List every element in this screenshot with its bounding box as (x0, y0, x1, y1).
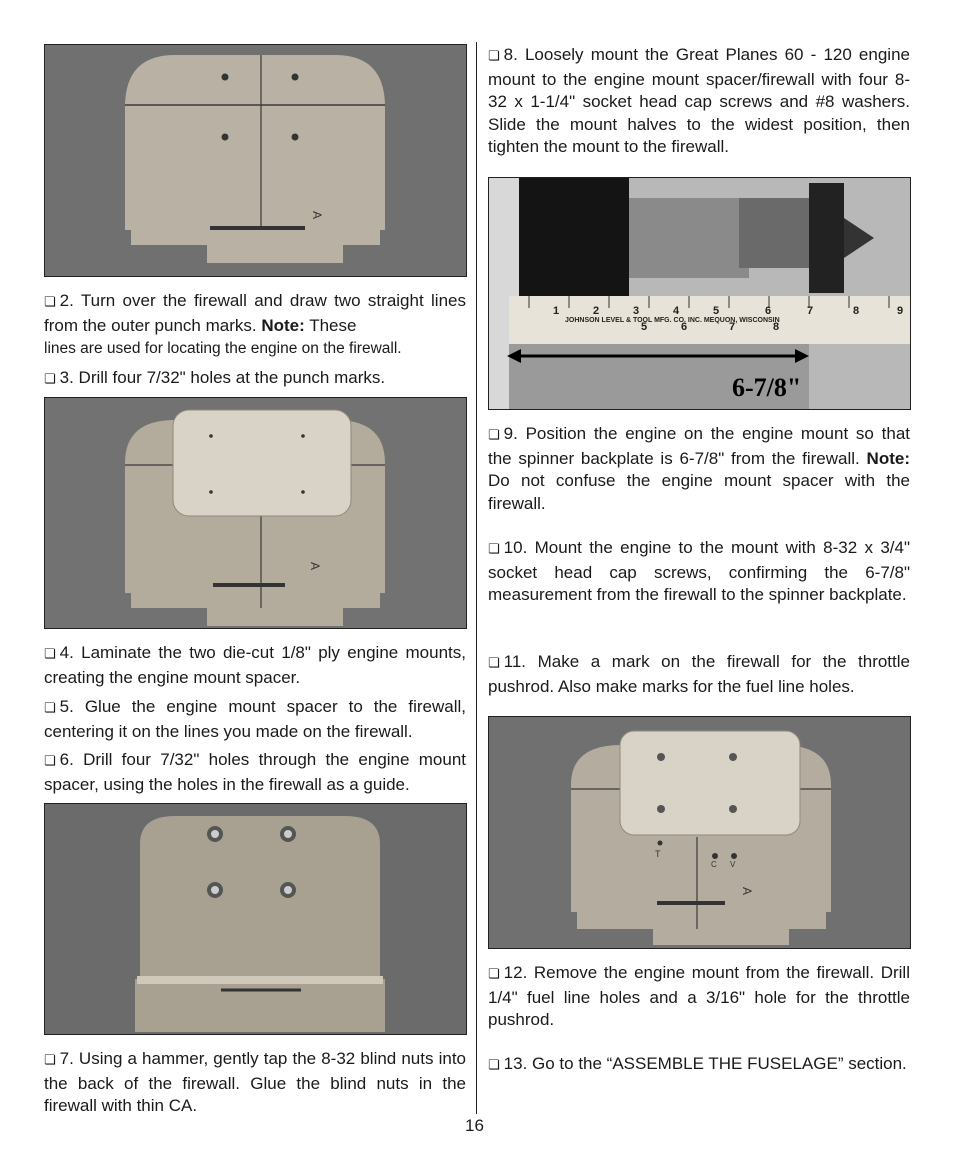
measurement-label: 6-7/8" (732, 373, 802, 402)
step-12: ❏ 12. Remove the engine mount from the firewall. Drill 1/4" fuel line holes and a 3/16" hole for the throttle pushrod. (488, 963, 910, 1029)
photo-letter: A (308, 562, 322, 571)
step-8: ❏ 8. Loosely mount the Great Planes 60 - 120 engine mount to the engine mount spacer/firewall with four 8-32 x 1-1/4" socket head cap screws and #8 washers. Slide the mount halves to the widest position, then tighten the mount to the firewall. (488, 45, 910, 156)
step-11: ❏ 11. Make a mark on the firewall for the throttle pushrod. Also make marks for the fuel line holes. (488, 652, 910, 696)
photo-letter: A (740, 887, 754, 896)
step-4: ❏ 4. Laminate the two die-cut 1/8" ply engine mounts, creating the engine mount spacer. (44, 643, 466, 687)
photo-letter: A (310, 211, 324, 220)
svg-text:5 6 7 8: 5 6 7 8 (641, 321, 780, 333)
column-divider (476, 42, 477, 1114)
svg-text:T: T (655, 849, 661, 859)
photo-fuel-line-marks (488, 716, 911, 949)
svg-text:1 2 3 4: 1 2 3 4 5 6 7 8 9 (553, 305, 904, 317)
step-6: ❏ 6. Drill four 7/32" holes through the engine mount spacer, using the holes in the firewall as a guide. (44, 750, 466, 794)
step-13: ❏ 13. Go to the “ASSEMBLE THE FUSELAGE” section. (488, 1054, 907, 1073)
svg-text:V: V (730, 860, 736, 869)
step-2: ❏ 2. Turn over the firewall and draw two straight lines from the outer punch marks. Note: These lines are used for locating the engine on the firewall. (44, 291, 466, 357)
photo-spacer-on-firewall (44, 397, 467, 629)
step-10: ❏ 10. Mount the engine to the mount with 8-32 x 3/4" socket head cap screws, confirming the 6-7/8" measurement from the firewall to the spinner backplate. (488, 538, 910, 604)
photo-blind-nuts (44, 803, 467, 1035)
page-number: 16 (465, 1116, 484, 1135)
svg-text:C: C (711, 860, 717, 869)
step-7: ❏ 7. Using a hammer, gently tap the 8-32 blind nuts into the back of the firewall. Glue the blind nuts in the firewall with thin CA. (44, 1049, 466, 1115)
step-5: ❏ 5. Glue the engine mount spacer to the firewall, centering it on the lines you made on the firewall. (44, 697, 466, 741)
photo-engine-measurement (488, 177, 911, 410)
photo-firewall-lines (44, 44, 467, 277)
svg-text:JOHNSON LEVEL & TOOL MFG. CO.: JOHNSON LEVEL & TOOL MFG. CO. INC. MEQUON, WISCONSIN (565, 317, 780, 324)
step-9: ❏ 9. Position the engine on the engine mount so that the spinner backplate is 6-7/8" from the firewall. Note: Do not confuse the engine mount spacer with the firewall. (488, 424, 910, 513)
step-3: ❏ 3. Drill four 7/32" holes at the punch marks. (44, 368, 386, 387)
